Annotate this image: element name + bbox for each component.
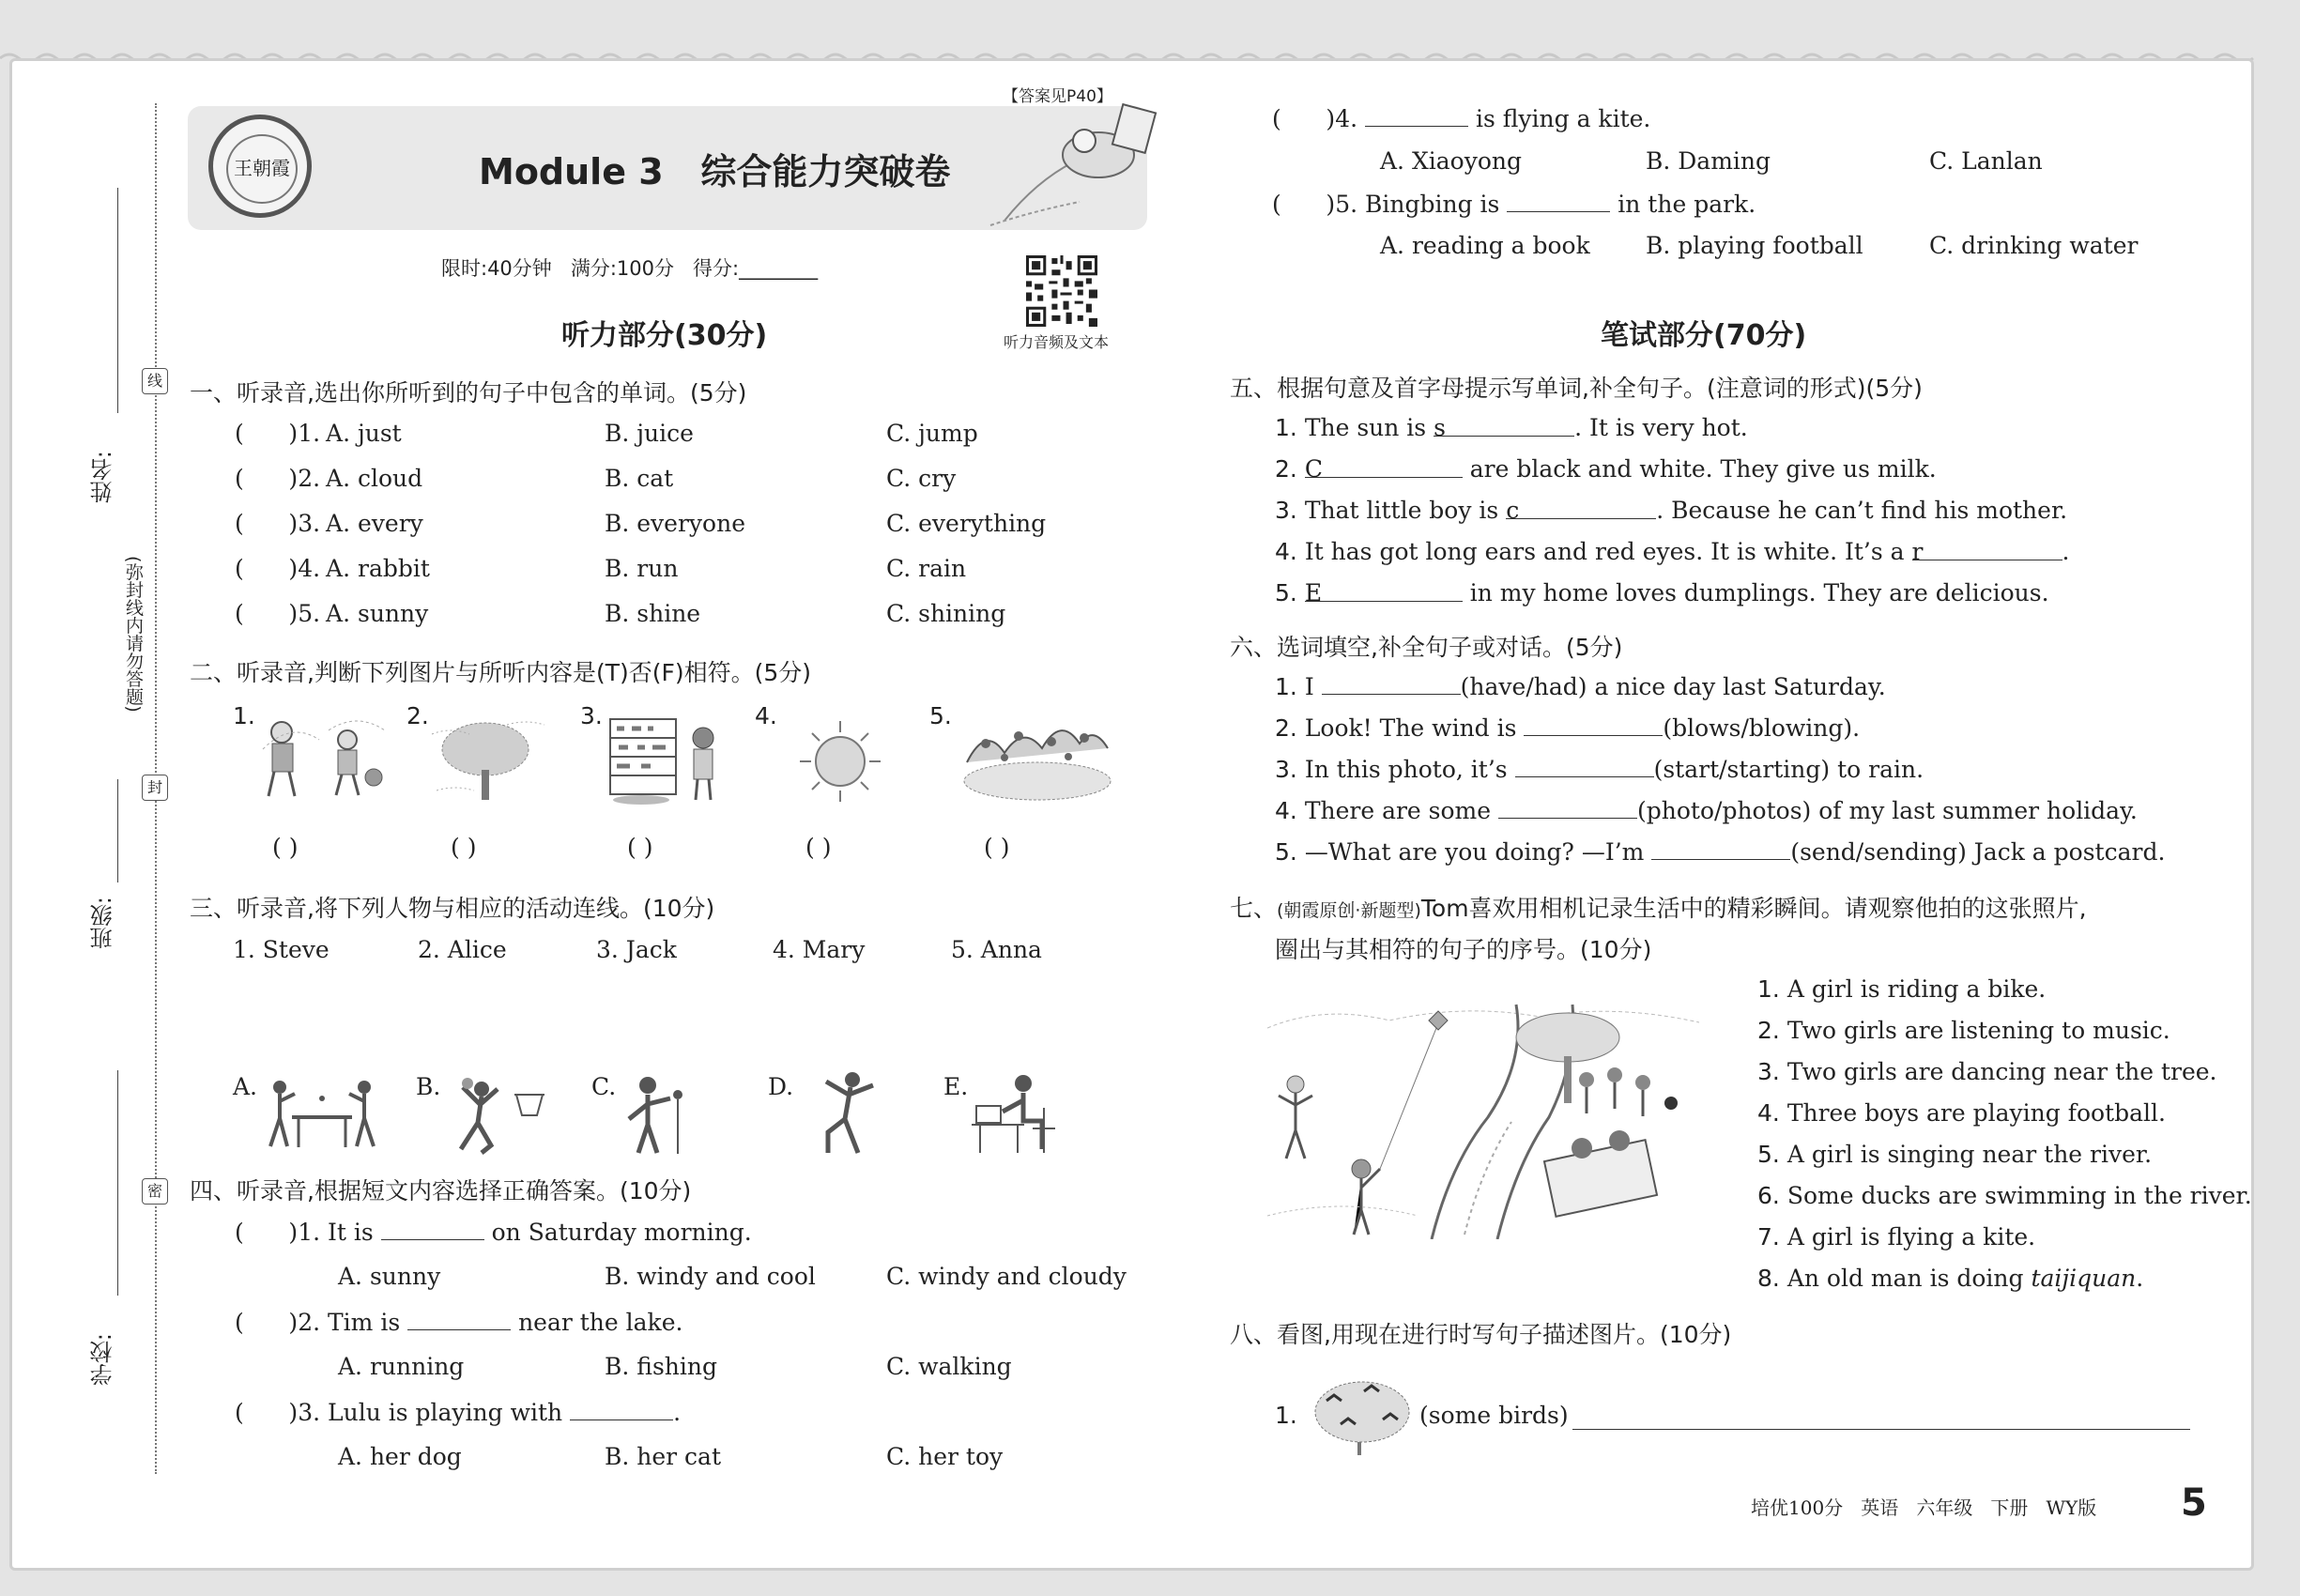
s6-item-4: 4. There are some (photo/photos) of my last summer holiday. — [1275, 797, 2138, 824]
s5-item-3: 3. That little boy is c . Because he can’t find his mother. — [1275, 497, 2068, 524]
header-cartoon-illustration — [986, 89, 1164, 230]
activity-computer — [967, 1072, 1075, 1155]
s1-heading: 一、听录音,选出你所听到的句子中包含的单词。(5分) — [190, 379, 747, 407]
answer-paren[interactable]: ( ) — [235, 465, 299, 492]
s4-item-3: ( )3. Lulu is playing with . — [235, 1399, 682, 1426]
binding-note: (弥封线内请勿答题) — [123, 556, 144, 713]
class-label: 班级: — [90, 897, 116, 950]
picture-kids-playing — [253, 712, 394, 806]
answer-paren[interactable]: ( ) — [235, 1399, 299, 1426]
park-scene-photo — [1267, 1000, 1699, 1239]
s1-item-5: ( )5. A. sunny — [235, 600, 429, 627]
s7-sentence-8[interactable]: 8. An old man is doing taijiquan. — [1757, 1265, 2144, 1292]
s7-sentence-5[interactable]: 5. A girl is singing near the river. — [1757, 1141, 2153, 1168]
page-number: 5 — [2181, 1481, 2207, 1525]
page-title: Module 3 综合能力突破卷 — [479, 151, 951, 192]
letter-blank[interactable]: C — [1305, 454, 1463, 478]
s4-item-1: ( )1. It is on Saturday morning. — [235, 1219, 752, 1246]
answer-blank[interactable] — [1507, 189, 1610, 212]
picture-sun — [793, 717, 887, 806]
s3-person-5[interactable]: 5. Anna — [951, 936, 1042, 963]
s2-answer-5[interactable]: ( ) — [984, 834, 1010, 861]
s3-letter-a[interactable]: A. — [233, 1073, 258, 1100]
name-line — [117, 188, 118, 413]
s5-item-4: 4. It has got long ears and red eyes. It is white. It’s a r . — [1275, 538, 2070, 565]
s3-person-4[interactable]: 4. Mary — [773, 936, 866, 963]
s1-item-3-b: B. everyone — [605, 510, 745, 537]
s7-heading: 七、(朝霞原创·新题型)Tom喜欢用相机记录生活中的精彩瞬间。请观察他拍的这张照片, — [1230, 895, 2087, 922]
qr-caption: 听力音频及文本 — [1004, 333, 1110, 351]
s1-item-5-b: B. shine — [605, 600, 701, 627]
logo-text: 王朝霞 — [226, 134, 298, 204]
answer-blank[interactable] — [1365, 103, 1468, 127]
s1-item-2-b: B. cat — [605, 465, 674, 492]
s4-item-3-a: A. her dog — [338, 1443, 462, 1470]
answer-paren[interactable]: ( ) — [235, 600, 299, 627]
s1-item-5-c: C. shining — [886, 600, 1006, 627]
s7-sentence-3[interactable]: 3. Two girls are dancing near the tree. — [1757, 1058, 2217, 1085]
activity-ping-pong — [259, 1078, 386, 1155]
s2-answer-3[interactable]: ( ) — [627, 834, 653, 861]
answer-paren[interactable]: ( ) — [1272, 191, 1336, 218]
s2-num-2: 2. — [406, 702, 429, 729]
writing-part-title: 笔试部分(70分) — [1601, 319, 1807, 352]
s7-sentence-4[interactable]: 4. Three boys are playing football. — [1757, 1099, 2166, 1127]
letter-blank[interactable]: c — [1506, 496, 1656, 519]
activity-dancing — [805, 1070, 890, 1157]
s4-item-2: ( )2. Tim is near the lake. — [235, 1309, 683, 1336]
answer-paren[interactable]: ( ) — [235, 420, 299, 447]
s1-item-1-b: B. juice — [605, 420, 694, 447]
s3-person-1[interactable]: 1. Steve — [233, 936, 330, 963]
answer-blank[interactable] — [407, 1307, 511, 1330]
name-label: 姓名: — [90, 451, 116, 504]
s8-item-num: 1. — [1275, 1402, 1297, 1429]
fill-blank[interactable] — [1524, 713, 1663, 736]
s6-item-2: 2. Look! The wind is (blows/blowing). — [1275, 714, 1861, 742]
answer-paren[interactable]: ( ) — [235, 1219, 299, 1246]
answer-blank[interactable] — [381, 1217, 484, 1240]
s4-item-2-c: C. walking — [886, 1353, 1012, 1380]
listening-part-title: 听力部分(30分) — [561, 319, 768, 352]
s3-letter-d[interactable]: D. — [768, 1073, 794, 1100]
answer-reference: 【答案见P40】 — [1003, 87, 1112, 106]
s7-sentence-7[interactable]: 7. A girl is flying a kite. — [1757, 1223, 2036, 1251]
s3-person-2[interactable]: 2. Alice — [418, 936, 507, 963]
s4-item-2-b: B. fishing — [605, 1353, 717, 1380]
s1-item-3-c: C. everything — [886, 510, 1047, 537]
s2-num-4: 4. — [755, 702, 777, 729]
picture-birds-in-tree — [1308, 1373, 1416, 1457]
picture-tree-in-wind — [427, 715, 549, 806]
s4-item-5-b: B. playing football — [1646, 232, 1863, 259]
seal-char-feng: 封 — [142, 775, 168, 801]
answer-blank[interactable] — [570, 1397, 673, 1420]
s4-item-4: ( )4. is flying a kite. — [1272, 105, 1651, 132]
s8-heading: 八、看图,用现在进行时写句子描述图片。(10分) — [1230, 1321, 1732, 1348]
fill-blank[interactable] — [1651, 836, 1790, 860]
s2-answer-4[interactable]: ( ) — [805, 834, 832, 861]
letter-blank[interactable]: s — [1434, 413, 1574, 437]
letter-blank[interactable]: r — [1912, 537, 2062, 560]
s4-item-1-a: A. sunny — [338, 1263, 441, 1290]
s8-answer-line[interactable] — [1572, 1429, 2190, 1430]
fill-blank[interactable] — [1498, 795, 1637, 819]
s1-item-4-b: B. run — [605, 555, 679, 582]
picture-shelf-and-girl — [606, 712, 728, 806]
activity-basketball — [449, 1078, 552, 1155]
s2-num-1: 1. — [233, 702, 255, 729]
s3-letter-c[interactable]: C. — [591, 1073, 617, 1100]
s1-item-2-c: C. cry — [886, 465, 957, 492]
s2-answer-1[interactable]: ( ) — [272, 834, 299, 861]
qr-code[interactable] — [1026, 255, 1097, 327]
s4-item-1-b: B. windy and cool — [605, 1263, 816, 1290]
s4-item-5-c: C. drinking water — [1929, 232, 2139, 259]
school-line — [117, 1070, 118, 1296]
s4-item-4-b: B. Daming — [1646, 147, 1771, 175]
s3-letter-b[interactable]: B. — [416, 1073, 441, 1100]
s7-sentence-1[interactable]: 1. A girl is riding a bike. — [1757, 975, 2047, 1003]
s4-item-4-c: C. Lanlan — [1929, 147, 2043, 175]
s1-item-1: ( )1. A. just — [235, 420, 402, 447]
seal-char-xian: 线 — [142, 368, 168, 394]
letter-blank[interactable]: E — [1305, 578, 1463, 602]
s1-item-4-c: C. rain — [886, 555, 967, 582]
s1-item-2: ( )2. A. cloud — [235, 465, 423, 492]
s6-item-3: 3. In this photo, it’s (start/starting) to rain. — [1275, 756, 1924, 783]
s6-item-5: 5. —What are you doing? —I’m (send/sending) Jack a postcard. — [1275, 838, 2166, 866]
s4-item-4-a: A. Xiaoyong — [1380, 147, 1522, 175]
s7-sentence-2[interactable]: 2. Two girls are listening to music. — [1757, 1017, 2170, 1044]
class-line — [117, 779, 118, 882]
s4-item-5: ( )5. Bingbing is in the park. — [1272, 191, 1756, 218]
fill-blank[interactable] — [1322, 671, 1461, 695]
seal-char-mi: 密 — [142, 1178, 168, 1205]
school-label: 学校: — [90, 1333, 116, 1387]
s3-person-3[interactable]: 3. Jack — [596, 936, 677, 963]
s2-answer-2[interactable]: ( ) — [451, 834, 477, 861]
brand-logo — [208, 115, 312, 218]
s2-heading: 二、听录音,判断下列图片与所听内容是(T)否(F)相符。(5分) — [190, 659, 812, 686]
s8-hint: (some birds) — [1419, 1402, 1569, 1429]
s6-item-1: 1. I (have/had) a nice day last Saturday. — [1275, 673, 1886, 700]
s5-heading: 五、根据句意及首字母提示写单词,补全句子。(注意词的形式)(5分) — [1230, 375, 1923, 402]
s2-num-3: 3. — [580, 702, 603, 729]
answer-paren[interactable]: ( ) — [1272, 105, 1336, 132]
exam-meta: 限时:40分钟 满分:100分 得分:________ — [441, 257, 819, 280]
answer-paren[interactable]: ( ) — [235, 510, 299, 537]
picture-flower-garden — [958, 715, 1117, 806]
s4-item-3-b: B. her cat — [605, 1443, 722, 1470]
s4-item-2-a: A. running — [338, 1353, 465, 1380]
fill-blank[interactable] — [1515, 754, 1654, 777]
s7-sentence-6[interactable]: 6. Some ducks are swimming in the river. — [1757, 1182, 2252, 1209]
s1-item-1-c: C. jump — [886, 420, 978, 447]
s3-letter-e[interactable]: E. — [943, 1073, 969, 1100]
activity-singing — [620, 1074, 704, 1157]
s5-item-1: 1. The sun is s . It is very hot. — [1275, 414, 1748, 441]
s1-item-3: ( )3. A. every — [235, 510, 423, 537]
s3-heading: 三、听录音,将下列人物与相应的活动连线。(10分) — [190, 895, 715, 922]
s7-heading-line2: 圈出与其相符的句子的序号。(10分) — [1275, 936, 1652, 963]
footer-book-info: 培优100分 英语 六年级 下册 WY版 — [1751, 1496, 2097, 1519]
s4-item-1-c: C. windy and cloudy — [886, 1263, 1127, 1290]
s6-heading: 六、选词填空,补全句子或对话。(5分) — [1230, 634, 1623, 661]
s5-item-5: 5. E in my home loves dumplings. They are delicious. — [1275, 579, 2049, 606]
s4-heading: 四、听录音,根据短文内容选择正确答案。(10分) — [190, 1177, 692, 1205]
s4-item-5-a: A. reading a book — [1380, 232, 1590, 259]
s4-item-3-c: C. her toy — [886, 1443, 1004, 1470]
answer-paren[interactable]: ( ) — [235, 555, 299, 582]
s2-num-5: 5. — [929, 702, 952, 729]
s5-item-2: 2. C are black and white. They give us milk. — [1275, 455, 1937, 483]
answer-paren[interactable]: ( ) — [235, 1309, 299, 1336]
s1-item-4: ( )4. A. rabbit — [235, 555, 430, 582]
